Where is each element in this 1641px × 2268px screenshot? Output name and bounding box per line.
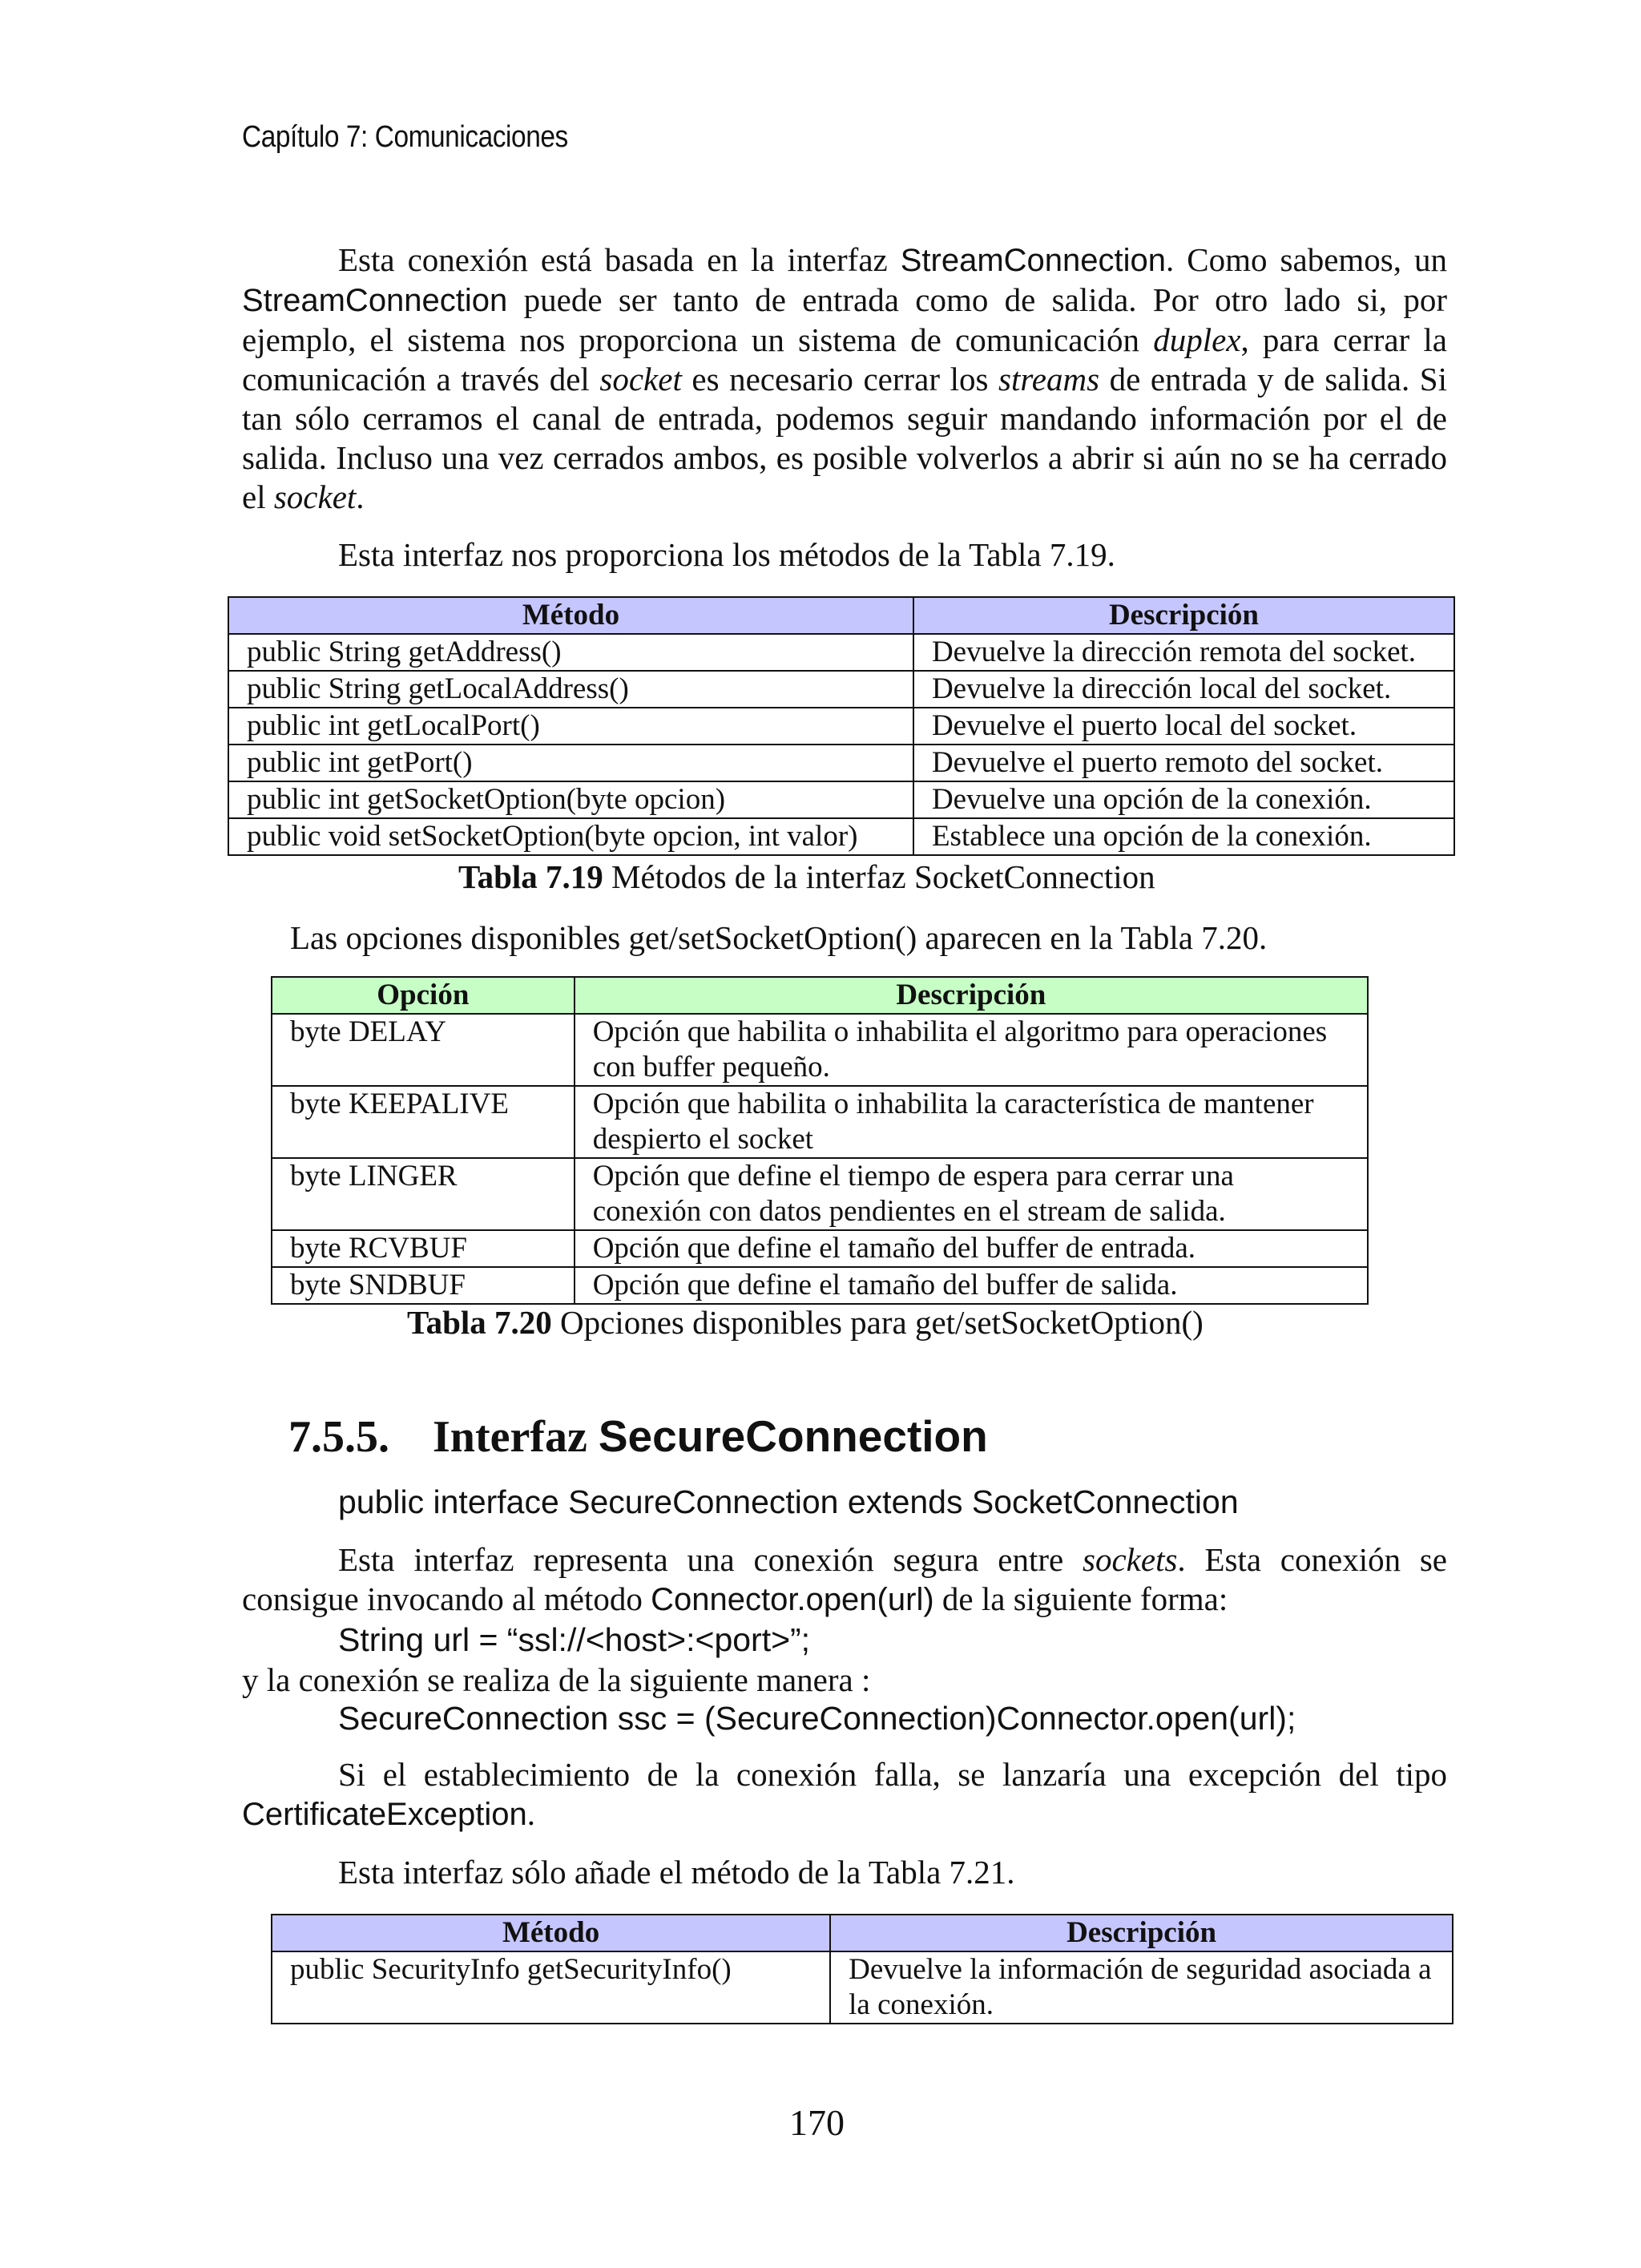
table-cell: public SecurityInfo getSecurityInfo()	[272, 1951, 830, 2024]
text: . Como sabemos, un	[1166, 241, 1448, 278]
text: es necesario cerrar los	[681, 361, 998, 398]
paragraph-secure-intro	[242, 1540, 1447, 1620]
caption-text: Métodos de la interfaz SocketConnection	[603, 858, 1155, 895]
italic-term: socket	[599, 361, 682, 398]
table-socket-methods	[228, 596, 1455, 856]
table-row	[228, 634, 1454, 671]
table-row	[228, 781, 1454, 818]
table-cell: Opción que define el tamaño del buffer de salida.	[575, 1267, 1368, 1304]
table-row	[228, 745, 1454, 781]
text: de la siguiente forma:	[933, 1580, 1228, 1617]
table-row	[272, 1267, 1368, 1304]
table-cell: Devuelve el puerto remoto del socket.	[913, 745, 1454, 781]
table-cell: Devuelve una opción de la conexión.	[913, 781, 1454, 818]
table-header-row	[272, 977, 1368, 1014]
table-cell: Opción que habilita o inhabilita la característica de mantener despierto el socket	[575, 1086, 1368, 1158]
table-cell: Opción que define el tamaño del buffer de entrada.	[575, 1230, 1368, 1267]
table-row	[272, 1230, 1368, 1267]
table-caption	[458, 858, 1155, 897]
paragraph-options-intro: Las opciones disponibles get/setSocketOption() aparecen en la Tabla 7.20.	[290, 919, 1268, 956]
table-header-row	[272, 1915, 1453, 1951]
table-socket-options	[271, 976, 1369, 1305]
table-cell: byte DELAY	[272, 1014, 575, 1086]
column-header: Método	[272, 1915, 830, 1951]
table-row	[272, 1086, 1368, 1158]
column-header: Descripción	[575, 977, 1368, 1014]
table-row	[228, 671, 1454, 708]
section-heading	[288, 1410, 988, 1463]
table-secure-methods	[271, 1914, 1454, 2024]
table-row	[228, 708, 1454, 745]
text: . Esta conexión se consigue invocando al método	[242, 1541, 1447, 1617]
text: .	[356, 478, 365, 515]
text: de entrada y de salida. Si tan sólo cerramos el canal de entrada, podemos seguir mandando información por el de salida. Incluso una vez cerrados ambos, es posible volverlos a abrir si aún no se ha cerrado el	[242, 361, 1447, 515]
table-cell: public void setSocketOption(byte opcion, int valor)	[228, 818, 913, 855]
column-header: Opción	[272, 977, 575, 1014]
table-cell: public int getSocketOption(byte opcion)	[228, 781, 913, 818]
table-row	[228, 818, 1454, 855]
table-cell: Opción que habilita o inhabilita el algoritmo para operaciones con buffer pequeño.	[575, 1014, 1368, 1086]
code-term: Connector.open(url)	[651, 1582, 934, 1617]
caption-label: Tabla 7.19	[458, 858, 603, 895]
table-cell: Devuelve la información de seguridad asociada a la conexión.	[830, 1951, 1453, 2024]
table-cell: byte RCVBUF	[272, 1230, 575, 1267]
italic-term: duplex	[1153, 321, 1241, 358]
code-line-url: String url = “ssl://<host>:<port>”;	[338, 1621, 811, 1658]
table-cell: Opción que define el tiempo de espera para cerrar una conexión con datos pendientes en el stream de salida.	[575, 1158, 1368, 1230]
italic-term: streams	[998, 361, 1100, 398]
table-caption	[407, 1303, 1204, 1342]
paragraph-exception	[242, 1755, 1447, 1834]
column-header: Descripción	[830, 1915, 1453, 1951]
text: .	[526, 1795, 535, 1832]
code-term: StreamConnection	[242, 283, 508, 318]
table-cell: public int getPort()	[228, 745, 913, 781]
table-cell: public String getLocalAddress()	[228, 671, 913, 708]
text: Esta conexión está basada en la interfaz	[338, 241, 901, 278]
table-cell: byte KEEPALIVE	[272, 1086, 575, 1158]
table-cell: public String getAddress()	[228, 634, 913, 671]
table-cell: Establece una opción de la conexión.	[913, 818, 1454, 855]
table-cell: byte LINGER	[272, 1158, 575, 1230]
table-cell: Devuelve la dirección remota del socket.	[913, 634, 1454, 671]
table-row	[272, 1158, 1368, 1230]
paragraph-stream-connection	[242, 240, 1447, 517]
code-line-connector: SecureConnection ssc = (SecureConnection)Connector.open(url);	[338, 1700, 1296, 1737]
table-cell: Devuelve la dirección local del socket.	[913, 671, 1454, 708]
table-row	[272, 1014, 1368, 1086]
section-number: 7.5.5.	[288, 1412, 389, 1462]
table-row	[272, 1951, 1453, 2024]
column-header: Método	[228, 597, 913, 634]
text: puede ser tanto de entrada como de salida. Por otro lado si, por ejemplo, el sistema nos proporciona un sistema de comunicación	[242, 281, 1447, 358]
table-header-row	[228, 597, 1454, 634]
table-cell: byte SNDBUF	[272, 1267, 575, 1304]
column-header: Descripción	[913, 597, 1454, 634]
caption-text: Opciones disponibles para get/setSocketOption()	[551, 1304, 1204, 1341]
text: , para cerrar la comunicación a través del	[242, 321, 1447, 398]
paragraph-table-intro: Esta interfaz nos proporciona los métodos de la Tabla 7.19.	[338, 536, 1115, 573]
text: Esta interfaz representa una conexión segura entre	[338, 1541, 1083, 1578]
page-number: 170	[789, 2102, 845, 2143]
caption-label: Tabla 7.20	[407, 1304, 552, 1341]
running-head: Capítulo 7: Comunicaciones	[242, 120, 568, 154]
italic-term: sockets	[1083, 1541, 1178, 1578]
paragraph-connection: y la conexión se realiza de la siguiente manera :	[242, 1661, 871, 1698]
table-cell: Devuelve el puerto local del socket.	[913, 708, 1454, 745]
table-cell: public int getLocalPort()	[228, 708, 913, 745]
section-title: Interfaz	[433, 1412, 599, 1462]
interface-declaration: public interface SecureConnection extends SocketConnection	[338, 1483, 1239, 1520]
section-title-code: SecureConnection	[598, 1411, 988, 1461]
code-term: StreamConnection	[900, 243, 1167, 278]
code-term: CertificateException	[242, 1797, 527, 1832]
text: Si el establecimiento de la conexión falla, se lanzaría una excepción del tipo	[338, 1756, 1447, 1793]
paragraph-table21-intro: Esta interfaz sólo añade el método de la Tabla 7.21.	[338, 1854, 1015, 1891]
italic-term: socket	[273, 478, 357, 515]
